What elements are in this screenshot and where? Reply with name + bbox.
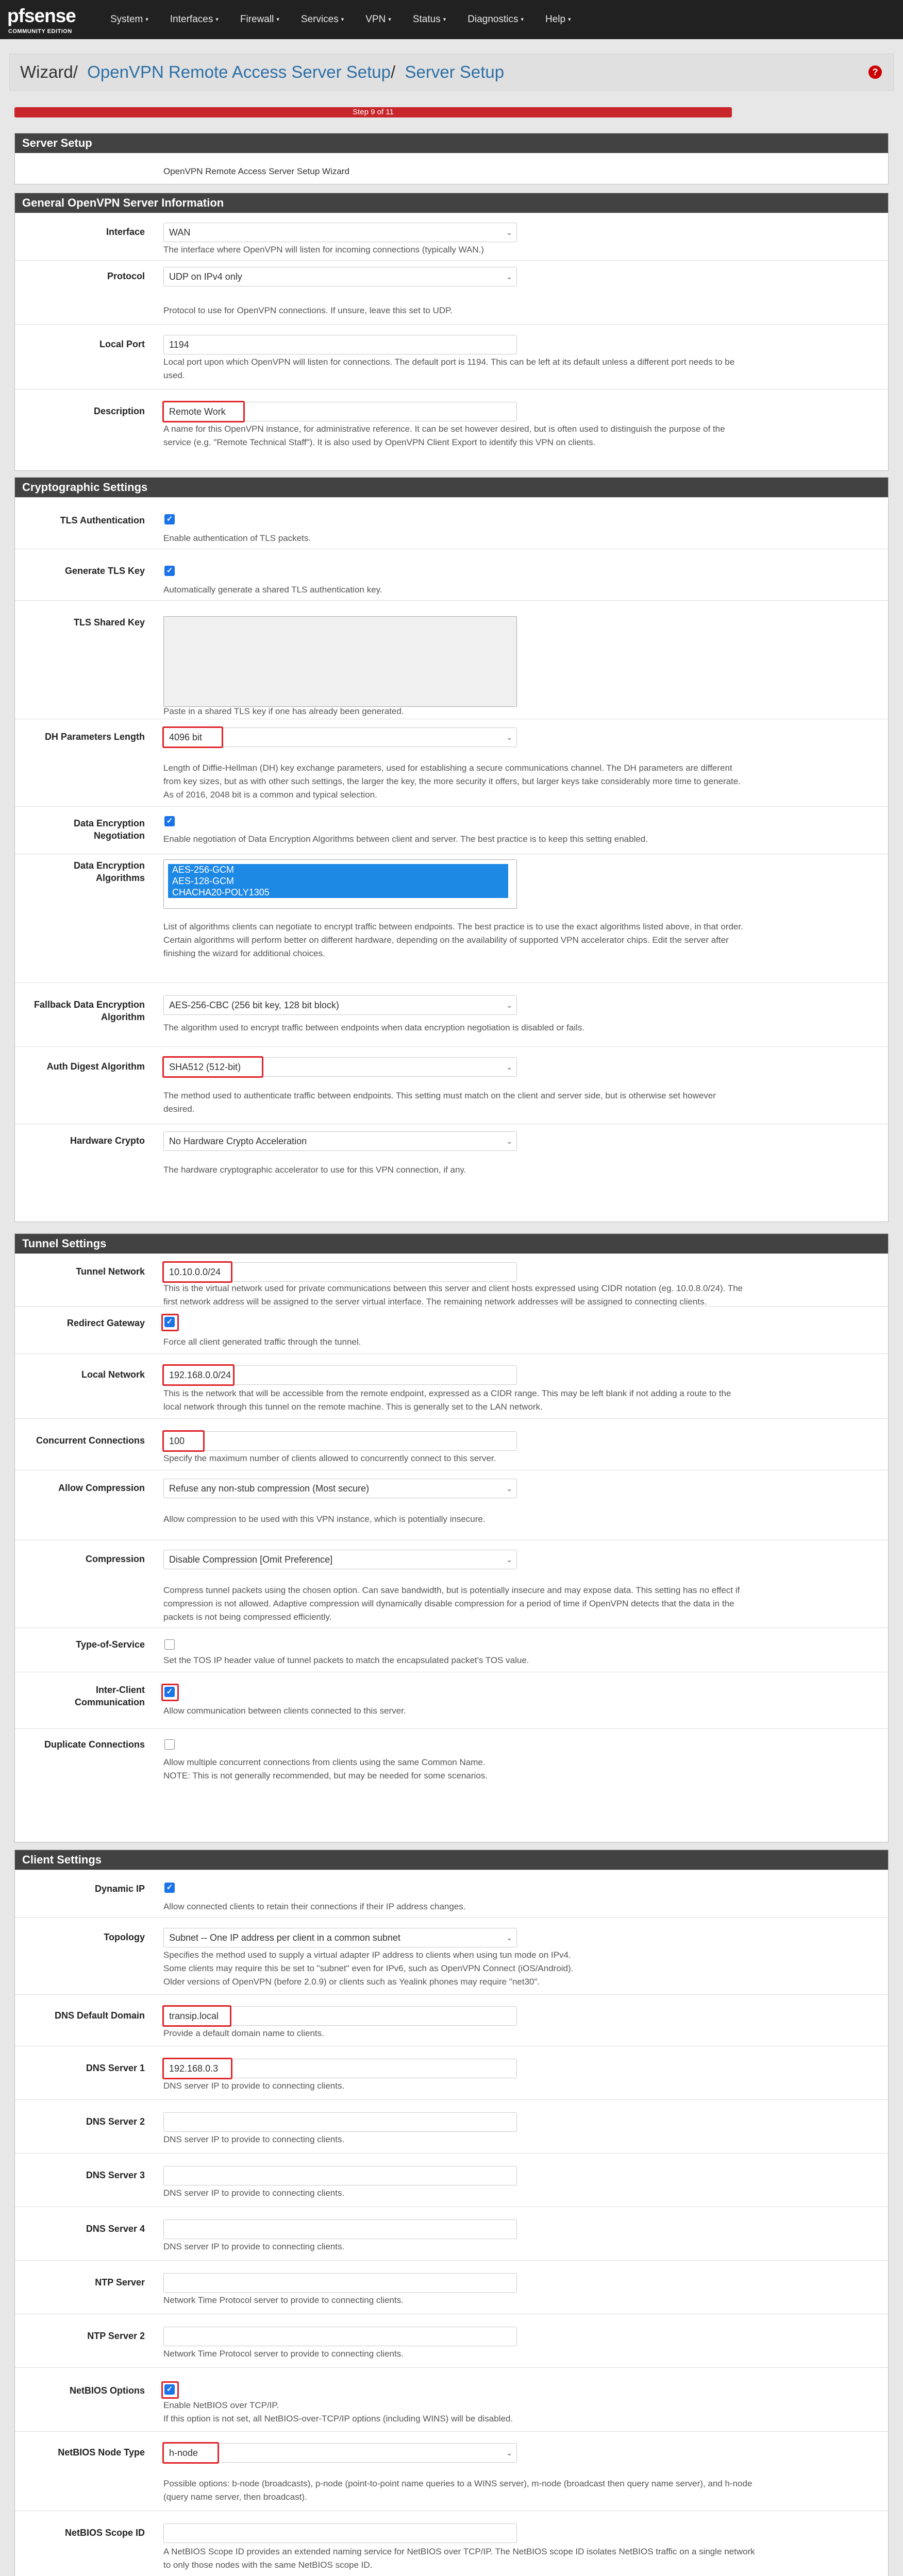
highlight-box bbox=[161, 2381, 179, 2399]
dns4-input[interactable] bbox=[163, 2219, 517, 2239]
panel-title: Cryptographic Settings bbox=[15, 478, 888, 497]
compression-label: Compression bbox=[85, 1554, 145, 1564]
tos-label: Type-of-Service bbox=[76, 1639, 145, 1650]
highlight-box bbox=[162, 1056, 263, 1078]
tos-checkbox[interactable] bbox=[164, 1639, 175, 1650]
description-help: A name for this OpenVPN instance, for administrative reference. It can be set however desired, but is often used to distinguish the purpose of the service (e.g. "Remote Technical Staff"). It is also used by OpenVPN Client Export to identify this VPN on clients. bbox=[163, 424, 725, 447]
netbios-checkbox[interactable]: ✓ bbox=[164, 2384, 175, 2395]
dynip-checkbox[interactable]: ✓ bbox=[164, 1883, 175, 1893]
panel-title: Client Settings bbox=[15, 1850, 888, 1870]
highlight-box bbox=[162, 726, 223, 748]
dea-multiselect[interactable] bbox=[163, 859, 517, 909]
ntp2-label: NTP Server 2 bbox=[87, 2331, 145, 2341]
concurrent-label: Concurrent Connections bbox=[36, 1435, 145, 1446]
logo-text: sense bbox=[24, 5, 76, 26]
dea-help: List of algorithms clients can negotiate to encrypt traffic between endpoints. The best practice is to use the exact algorithms listed above, in that order. Certain algorithms will perform better on different hardware, depending on the availability of supported VPN accelerator chips. Edit the server after finishing the wizard for additional choices. bbox=[163, 922, 743, 958]
interclient-checkbox[interactable]: ✓ bbox=[164, 1687, 175, 1697]
dns4-label: DNS Server 4 bbox=[86, 2224, 145, 2234]
main-menu bbox=[110, 0, 593, 39]
dns1-input[interactable]: 192.168.0.3 bbox=[163, 2059, 517, 2078]
netbios-help: Enable NetBIOS over TCP/IP. If this option is not set, all NetBIOS-over-TCP/IP options (including WINS) will be disabled. bbox=[163, 2400, 513, 2424]
tls-auth-label: TLS Authentication bbox=[60, 515, 145, 526]
hwcrypto-label: Hardware Crypto bbox=[70, 1136, 145, 1146]
menu-services[interactable]: Services ▾ bbox=[300, 14, 344, 25]
dns3-help: DNS server IP to provide to connecting clients. bbox=[163, 2188, 345, 2198]
den-label: Data Encryption Negotiation bbox=[73, 818, 145, 841]
chevron-down-icon: ▾ bbox=[568, 16, 571, 23]
panel-crypto-settings bbox=[14, 477, 889, 1222]
highlight-box bbox=[162, 1364, 235, 1386]
concurrent-help: Specify the maximum number of clients allowed to concurrently connect to this server. bbox=[163, 1453, 496, 1463]
interface-label: Interface bbox=[106, 227, 145, 237]
fallback-select[interactable]: AES-256-CBC (256 bit key, 128 bit block) ⌄ bbox=[163, 995, 517, 1015]
tls-shared-key-textarea[interactable] bbox=[163, 616, 517, 707]
highlight-box bbox=[162, 2005, 231, 2027]
redirect-gw-checkbox[interactable]: ✓ bbox=[164, 1317, 175, 1327]
digest-help: The method used to authenticate traffic between endpoints. This setting must match on the client and server side, but is otherwise set however desired. bbox=[163, 1091, 716, 1114]
menu-interfaces[interactable]: Interfaces ▾ bbox=[170, 14, 219, 25]
fallback-help: The algorithm used to encrypt traffic between endpoints when data encryption negotiation is disabled or fails. bbox=[163, 1023, 585, 1032]
ntp1-input[interactable] bbox=[163, 2273, 517, 2293]
chevron-down-icon: ⌄ bbox=[506, 273, 512, 281]
chevron-down-icon: ⌄ bbox=[506, 1484, 512, 1493]
topology-select[interactable]: Subnet -- One IP address per client in a common subnet ⌄ bbox=[163, 1928, 517, 1947]
dns4-help: DNS server IP to provide to connecting clients. bbox=[163, 2242, 345, 2251]
ntp1-help: Network Time Protocol server to provide to connecting clients. bbox=[163, 2295, 404, 2305]
tunnel-network-input[interactable]: 10.10.0.0/24 bbox=[163, 1262, 517, 1282]
highlight-box bbox=[162, 2442, 219, 2464]
menu-diagnostics[interactable]: Diagnostics ▾ bbox=[467, 14, 524, 25]
dns3-input[interactable] bbox=[163, 2166, 517, 2185]
chevron-down-icon: ▾ bbox=[215, 16, 219, 23]
den-help: Enable negotiation of Data Encryption Algorithms between client and server. The best practice is to keep this setting enabled. bbox=[163, 834, 648, 844]
dns1-help: DNS server IP to provide to connecting clients. bbox=[163, 2081, 345, 2091]
dea-option[interactable]: CHACHA20-POLY1305 bbox=[168, 887, 508, 898]
dns-domain-help: Provide a default domain name to clients. bbox=[163, 2028, 324, 2038]
dup-label: Duplicate Connections bbox=[44, 1739, 145, 1750]
gen-tls-label: Generate TLS Key bbox=[64, 566, 145, 576]
interface-select[interactable]: WAN ⌄ bbox=[163, 223, 517, 242]
highlight-box bbox=[162, 2058, 232, 2079]
description-label: Description bbox=[93, 406, 145, 416]
dh-length-label: DH Parameters Length bbox=[44, 732, 145, 742]
tls-auth-help: Enable authentication of TLS packets. bbox=[163, 533, 311, 543]
panel-general-info bbox=[14, 193, 889, 471]
local-network-help: This is the network that will be accessible from the remote endpoint, expressed as a CIDR range. This may be left blank if not adding a route to the local network through this tunnel on the remote machine. This is generally set to the LAN network. bbox=[163, 1388, 731, 1412]
description-input[interactable]: Remote Work bbox=[163, 402, 517, 421]
menu-system[interactable]: System ▾ bbox=[110, 14, 148, 25]
pfsense-logo[interactable] bbox=[7, 5, 89, 36]
dup-checkbox[interactable] bbox=[164, 1739, 175, 1750]
highlight-box bbox=[161, 1684, 179, 1701]
dns-domain-input[interactable]: transip.local bbox=[163, 2006, 517, 2026]
dns-domain-label: DNS Default Domain bbox=[54, 2010, 145, 2021]
highlight-box bbox=[162, 1261, 232, 1283]
dup-help: Allow multiple concurrent connections from clients using the same Common Name. NOTE: This is not generally recommended, but may be needed for some scenarios. bbox=[163, 1757, 488, 1781]
tls-shared-key-label: TLS Shared Key bbox=[73, 617, 145, 628]
panel-title: Server Setup bbox=[15, 133, 888, 153]
chevron-down-icon: ⌄ bbox=[506, 1137, 512, 1145]
menu-help[interactable]: Help ▾ bbox=[545, 14, 571, 25]
concurrent-input[interactable]: 100 bbox=[163, 1431, 517, 1451]
panel-server-setup bbox=[14, 133, 889, 184]
dns2-label: DNS Server 2 bbox=[86, 2116, 145, 2127]
nbtype-label: NetBIOS Node Type bbox=[58, 2447, 145, 2458]
wizard-progress-bar: Step 9 of 11 bbox=[14, 107, 732, 117]
chevron-down-icon: ⌄ bbox=[506, 1934, 512, 1942]
local-port-help: Local port upon which OpenVPN will listen for connections. The default port is 1194. This can be left at its default unless a different port needs to be used. bbox=[163, 357, 735, 380]
digest-select[interactable]: SHA512 (512-bit) ⌄ bbox=[163, 1057, 517, 1077]
ntp2-help: Network Time Protocol server to provide to connecting clients. bbox=[163, 2349, 404, 2359]
dns2-help: DNS server IP to provide to connecting clients. bbox=[163, 2134, 345, 2144]
ntp1-label: NTP Server bbox=[95, 2277, 145, 2287]
local-network-label: Local Network bbox=[81, 1369, 145, 1380]
nbtype-help: Possible options: b-node (broadcasts), p-node (point-to-point name queries to a WINS server), m-node (broadcast then query name server), and h-node (query name server, then broadcast). bbox=[163, 2479, 752, 2502]
chevron-down-icon: ▾ bbox=[443, 16, 446, 23]
netbios-label: NetBIOS Options bbox=[69, 2385, 145, 2396]
compression-help: Compress tunnel packets using the chosen option. Can save bandwidth, but is potentially insecure and may expose data. This setting has no effect if compression is not allowed. Adaptive compression will dynamically disable compression for a period of time if OpenVPN detects that the data in the packets is not being compressed efficiently. bbox=[163, 1585, 740, 1622]
chevron-down-icon: ▾ bbox=[341, 16, 344, 23]
dynip-help: Allow connected clients to retain their connections if their IP address changes. bbox=[163, 1902, 466, 1911]
interface-help: The interface where OpenVPN will listen for incoming connections (typically WAN.) bbox=[163, 245, 484, 255]
chevron-down-icon: ▾ bbox=[521, 16, 524, 23]
chevron-down-icon: ▾ bbox=[276, 16, 279, 23]
gen-tls-checkbox[interactable]: ✓ bbox=[164, 566, 175, 576]
den-checkbox[interactable]: ✓ bbox=[164, 816, 175, 826]
breadcrumb-link-wizard[interactable]: OpenVPN Remote Access Server Setup bbox=[87, 62, 391, 81]
chevron-down-icon: ⌄ bbox=[506, 228, 512, 236]
top-navbar bbox=[0, 0, 903, 39]
dynip-label: Dynamic IP bbox=[94, 1884, 145, 1894]
digest-label: Auth Digest Algorithm bbox=[46, 1061, 145, 1072]
protocol-label: Protocol bbox=[107, 271, 145, 281]
panel-title: Tunnel Settings bbox=[15, 1234, 888, 1253]
interclient-help: Allow communication between clients connected to this server. bbox=[163, 1706, 406, 1716]
nbscope-input[interactable] bbox=[163, 2523, 517, 2543]
highlight-box bbox=[162, 401, 245, 422]
panel-title: General OpenVPN Server Information bbox=[15, 193, 888, 213]
hwcrypto-select[interactable]: No Hardware Crypto Acceleration ⌄ bbox=[163, 1131, 517, 1151]
protocol-select[interactable]: UDP on IPv4 only ⌄ bbox=[163, 267, 517, 286]
interclient-label: Inter-Client Communication bbox=[74, 1685, 145, 1707]
tunnel-network-label: Tunnel Network bbox=[76, 1266, 145, 1277]
breadcrumb-link-step[interactable]: Server Setup bbox=[405, 62, 505, 81]
allow-comp-select[interactable]: Refuse any non-stub compression (Most secure) ⌄ bbox=[163, 1479, 517, 1498]
highlight-box bbox=[162, 1430, 205, 1452]
chevron-down-icon: ⌄ bbox=[506, 2449, 512, 2457]
hwcrypto-help: The hardware cryptographic accelerator to use for this VPN connection, if any. bbox=[163, 1165, 466, 1175]
allow-comp-help: Allow compression to be used with this VPN instance, which is potentially insecure. bbox=[163, 1514, 486, 1524]
logo-subtitle: COMMUNITY EDITION bbox=[8, 28, 72, 35]
local-network-input[interactable]: 192.168.0.0/24 bbox=[163, 1365, 517, 1385]
dns1-label: DNS Server 1 bbox=[86, 2063, 145, 2073]
nbscope-help: A NetBIOS Scope ID provides an extended naming service for NetBIOS over TCP/IP. The NetBIOS scope ID isolates NetBIOS traffic on a single network to only those nodes with the same NetBIOS scope ID. bbox=[163, 2547, 755, 2570]
dh-length-select[interactable]: 4096 bit ⌄ bbox=[163, 727, 517, 747]
breadcrumb: Wizard/ OpenVPN Remote Access Server Setup/ Server Setup ? bbox=[9, 54, 894, 91]
chevron-down-icon: ⌄ bbox=[506, 733, 512, 741]
dea-option[interactable]: AES-128-GCM bbox=[168, 875, 508, 887]
chevron-down-icon: ⌄ bbox=[506, 1063, 512, 1071]
wizard-description: OpenVPN Remote Access Server Setup Wizard bbox=[163, 166, 349, 176]
dea-label: Data Encryption Algorithms bbox=[73, 860, 145, 883]
dh-length-help: Length of Diffie-Hellman (DH) key exchange parameters, used for establishing a secure communications channel. The DH parameters are different from key sizes, but as with other such settings, the larger the key, the more security it offers, but larger keys take considerably more time to generate. As of 2016, 2048 bit is a common and typical selection. bbox=[163, 763, 741, 800]
protocol-help: Protocol to use for OpenVPN connections. If unsure, leave this set to UDP. bbox=[163, 306, 453, 315]
allow-comp-label: Allow Compression bbox=[58, 1483, 145, 1493]
chevron-down-icon: ⌄ bbox=[506, 1001, 512, 1009]
local-port-label: Local Port bbox=[99, 339, 145, 349]
chevron-down-icon: ▾ bbox=[145, 16, 148, 23]
compression-select[interactable]: Disable Compression [Omit Preference] ⌄ bbox=[163, 1550, 517, 1569]
logo-prefix: pf bbox=[7, 5, 24, 26]
nbtype-select[interactable]: h-node ⌄ bbox=[163, 2443, 517, 2463]
chevron-down-icon: ⌄ bbox=[506, 1555, 512, 1564]
redirect-gw-help: Force all client generated traffic through the tunnel. bbox=[163, 1337, 361, 1347]
dns3-label: DNS Server 3 bbox=[86, 2170, 145, 2180]
dns2-input[interactable] bbox=[163, 2112, 517, 2132]
panel-tunnel-settings bbox=[14, 1233, 889, 1842]
local-port-input[interactable]: 1194 bbox=[163, 335, 517, 354]
tos-help: Set the TOS IP header value of tunnel packets to match the encapsulated packet's TOS value. bbox=[163, 1655, 529, 1665]
highlight-box bbox=[161, 1314, 179, 1331]
tls-shared-key-help: Paste in a shared TLS key if one has already been generated. bbox=[163, 706, 404, 716]
ntp2-input[interactable] bbox=[163, 2327, 517, 2346]
panel-client-settings bbox=[14, 1850, 889, 2576]
fallback-label: Fallback Data Encryption Algorithm bbox=[34, 999, 145, 1022]
nbscope-label: NetBIOS Scope ID bbox=[64, 2528, 145, 2538]
topology-label: Topology bbox=[104, 1932, 145, 1942]
topology-help: Specifies the method used to supply a virtual adapter IP address to clients when using tun mode on IPv4. Some clients may require this be set to "subnet" even for IPv6, such as OpenVPN Connect (iOS/Android). Older versions of OpenVPN (before 2.0.9) or clients such as Yealink phones may require "net30". bbox=[163, 1950, 574, 1987]
tls-auth-checkbox[interactable]: ✓ bbox=[164, 514, 175, 524]
help-icon[interactable]: ? bbox=[868, 65, 882, 79]
tunnel-network-help: This is the virtual network used for private communications between this server and client hosts expressed using CIDR notation (eg. 10.0.8.0/24). The first network address will be assigned to the server virtual interface. The remaining network addresses will be assigned to connecting clients. bbox=[163, 1283, 743, 1307]
menu-status[interactable]: Status ▾ bbox=[412, 14, 446, 25]
menu-firewall[interactable]: Firewall ▾ bbox=[240, 14, 279, 25]
menu-vpn[interactable]: VPN ▾ bbox=[365, 14, 391, 25]
breadcrumb-root: Wizard bbox=[20, 62, 73, 81]
dea-option[interactable]: AES-256-GCM bbox=[168, 864, 508, 875]
redirect-gw-label: Redirect Gateway bbox=[66, 1318, 145, 1328]
chevron-down-icon: ▾ bbox=[388, 16, 391, 23]
gen-tls-help: Automatically generate a shared TLS authentication key. bbox=[163, 585, 382, 595]
